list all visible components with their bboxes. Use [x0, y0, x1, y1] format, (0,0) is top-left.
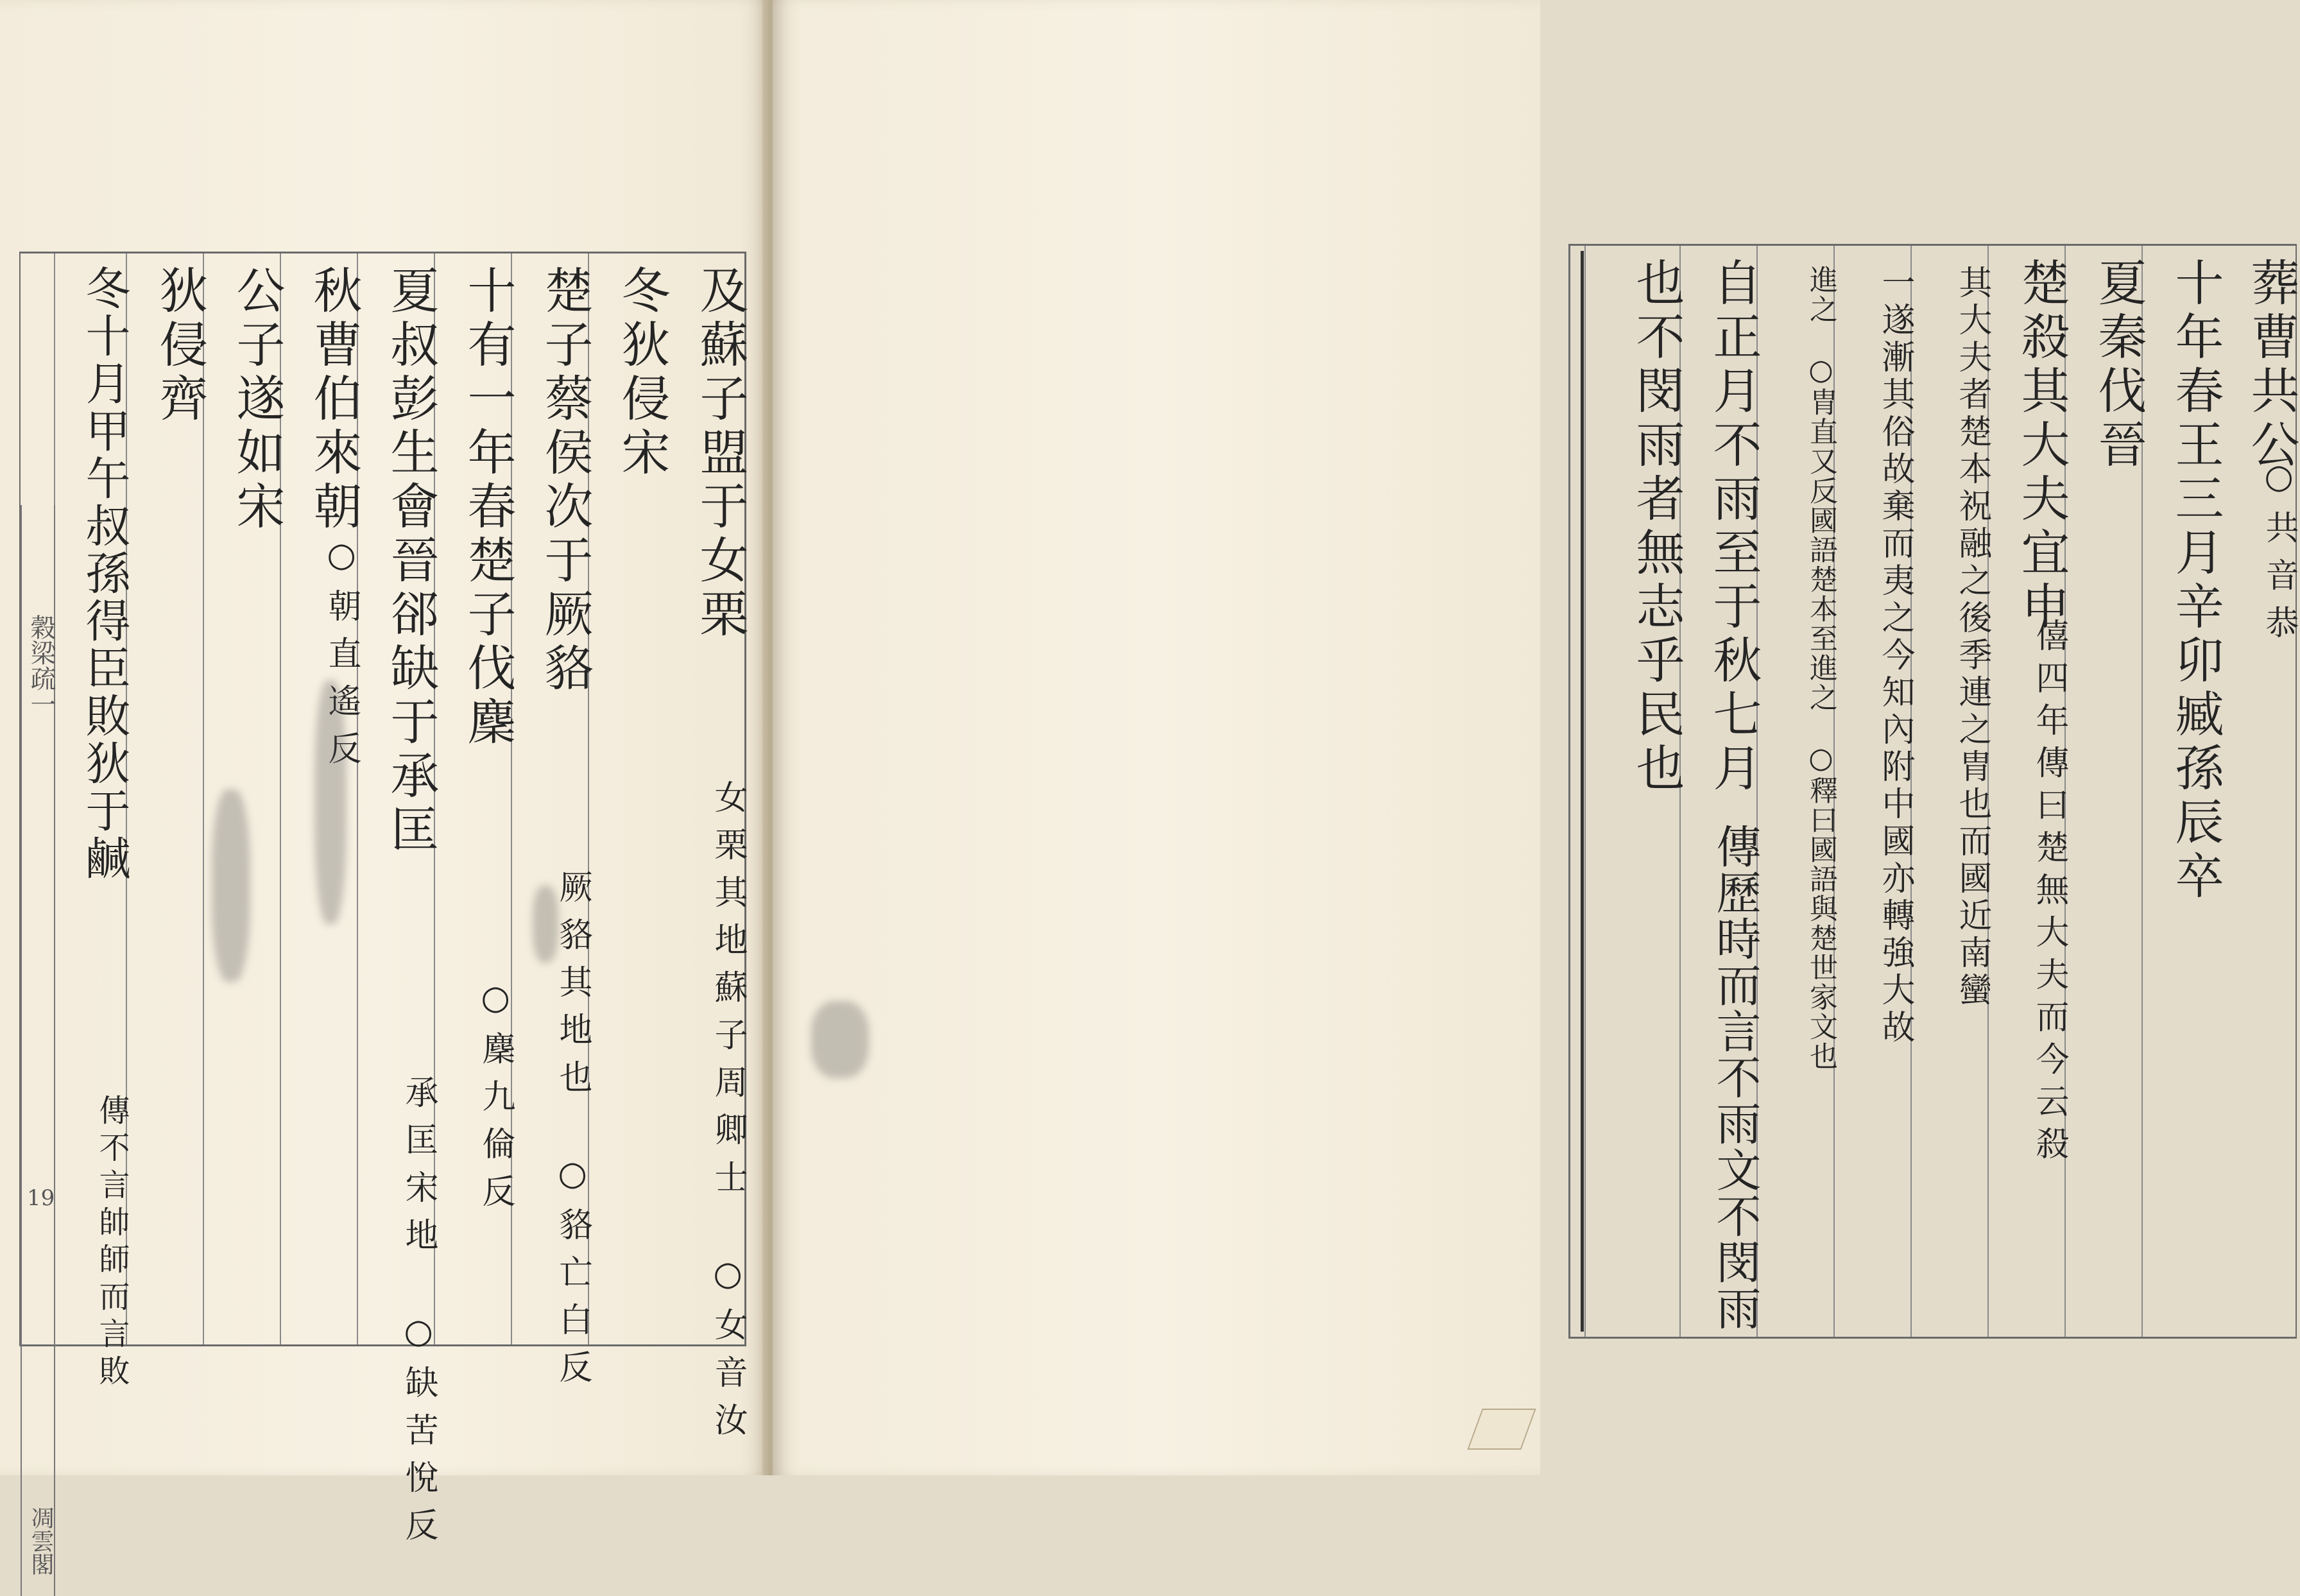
ink-smudge — [212, 789, 250, 982]
main-text: 公子遂如宋 — [228, 265, 286, 535]
main-text: 夏叔彭生會晉郤缺于承匡 — [382, 265, 440, 858]
left-page — [0, 0, 768, 1575]
commentary-text: ○麇九倫反 — [476, 979, 515, 1221]
main-text: 十年春王三月辛卯臧孫辰卒 — [2167, 257, 2224, 904]
commentary-text: 僖四年傳曰楚無大夫而今云殺 — [2030, 618, 2068, 1169]
main-text: 及蘇子盟于女栗 — [692, 265, 749, 642]
commentary-text: 傳不言帥師而言敗 — [94, 1094, 130, 1392]
ink-smudge — [811, 1001, 869, 1078]
commentary-text: 厥貉其地也 ○貉亡白反 — [553, 870, 592, 1397]
left-col-5 — [357, 253, 440, 1555]
left-col-4 — [434, 253, 517, 1344]
commentary-text: 一遂漸其俗故棄而夷之今知內附中國亦轉強大故 — [1876, 265, 1914, 1047]
main-text: 狄侵齊 — [151, 265, 209, 427]
center-footer: 凋雲閣 — [28, 1506, 54, 1575]
right-col-2 — [2141, 246, 2224, 1337]
commentary-text: ○朝直遙反 — [322, 536, 361, 778]
right-page — [773, 0, 2300, 1475]
main-text: 秋曹伯來朝 — [305, 265, 363, 535]
main-text: 冬十月甲午叔孫得臣敗狄于鹹 — [78, 265, 131, 882]
left-col-1 — [665, 253, 749, 1450]
commentary-text: 女栗其地蘇子周卿士 ○女音汝 — [708, 780, 747, 1450]
left-col-2 — [588, 253, 671, 1344]
main-text: 自正月不雨至于秋七月 — [1705, 257, 1762, 796]
right-col-9 — [1584, 246, 1685, 1337]
right-col-4 — [1987, 246, 2070, 1337]
left-col-3 — [511, 253, 594, 1397]
right-col-3 — [2064, 246, 2147, 1337]
page-corner-fold — [1467, 1409, 1536, 1450]
main-text: 葬曹共公 — [2243, 257, 2300, 473]
commentary-text: ○共音恭 — [2260, 458, 2298, 653]
commentary-text: 傳歷時而言不雨文不閔雨 — [1709, 823, 1762, 1332]
ink-smudge — [533, 886, 558, 963]
commentary-text: 進之 ○胄直又反國語楚本至進之 ○釋曰國語與楚世家文也 — [1805, 265, 1837, 1071]
main-text: 也不閔雨者無志乎民也 — [1628, 257, 1685, 796]
left-page-frame — [19, 252, 749, 1575]
page-center-strip — [21, 505, 55, 1596]
right-page-frame — [1568, 244, 2300, 1339]
left-col-8 — [126, 253, 209, 1344]
right-col-8 — [1679, 246, 1762, 1337]
right-col-1 — [2218, 246, 2300, 1337]
main-text: 楚子蔡侯次于厥貉 — [536, 265, 594, 696]
main-text: 冬狄侵宋 — [614, 265, 671, 481]
main-text: 十有一年春楚子伐麇 — [459, 265, 517, 750]
main-text: 楚殺其大夫宜申 — [2013, 257, 2070, 635]
right-col-5 — [1910, 246, 1989, 1337]
right-col-6 — [1833, 246, 1912, 1337]
center-title: 穀梁疏一 — [26, 614, 56, 717]
right-col-7 — [1756, 246, 1835, 1337]
left-col-9 — [54, 253, 131, 1392]
page-number: 19 — [27, 1185, 55, 1211]
main-text: 夏秦伐晉 — [2090, 257, 2147, 473]
right-columns — [1570, 246, 2300, 1337]
commentary-text: 其大夫者楚本祝融之後季連之胄也而國近南蠻 — [1953, 265, 1991, 1009]
ink-smudge — [314, 680, 347, 924]
commentary-text: 承匡宋地 ○缺苦悅反 — [399, 1075, 438, 1555]
